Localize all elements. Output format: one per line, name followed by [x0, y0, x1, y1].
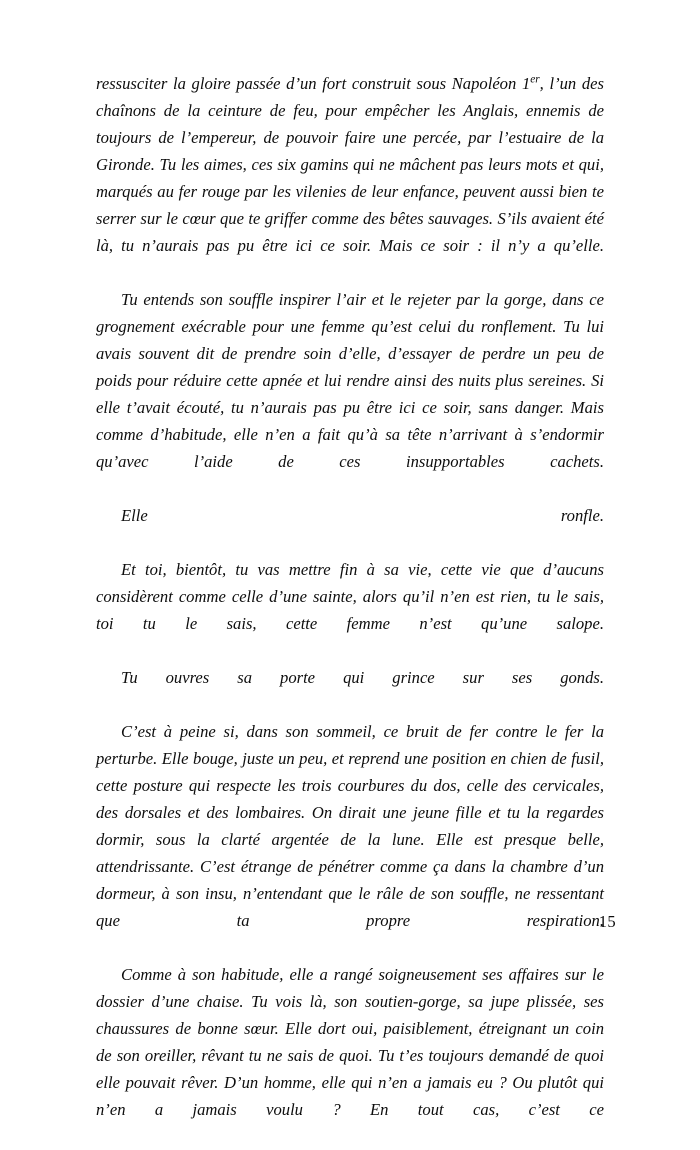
paragraph-1 [96, 70, 604, 286]
paragraph-7: Comme à son habitude, elle a rangé soigneusement ses affaires sur le dossier d’une chaise. Tu vois là, son soutien-gorge, sa jupe plissée, ses chaussures de bonne sœur. Elle dort oui, paisiblement, étreignant un coin de son oreiller, rêvant tu ne sais de quoi. Tu t’es toujours demandé de quoi elle pouvait rêver. D’un homme, elle qui n’en a jamais eu ? Ou plutôt qui n’en a jamais voulu ? En tout cas, c’est ce [96, 965, 604, 1119]
paragraph-3: Elle ronfle. [121, 506, 604, 525]
paragraph-5: Tu ouvres sa porte qui grince sur ses gonds. [121, 668, 604, 687]
paragraph-4: Et toi, bientôt, tu vas mettre fin à sa vie, cette vie que d’aucuns considèrent comme celle d’une sainte, alors qu’il n’en est rien, tu le sais, toi tu le sais, cette femme n’est qu’une salope. [96, 560, 604, 633]
paragraph-6: C’est à peine si, dans son sommeil, ce bruit de fer contre le fer la perturbe. Elle bouge, juste un peu, et reprend une position en chien de fusil, cette posture qui respecte les trois courbures du dos, celle des cervicales, des dorsales et des lombaires. On dirait une jeune fille et tu la regardes dormir, sous la clarté argentée de la lune. Elle est presque belle, attendrissante. C’est étrange de pénétrer comme ça dans la chambre d’un dormeur, à son insu, n’entendant que le râle de son souffle, ne ressentant que ta propre respiration. [96, 722, 604, 930]
paragraph-2: Tu entends son souffle inspirer l’air et le rejeter par la gorge, dans ce grognement exécrable pour une femme qu’est celui du ronflement. Tu lui avais souvent dit de prendre soin d’elle, d’essayer de perdre un peu de poids pour réduire cette apnée et lui rendre ainsi des nuits plus sereines. Si elle t’avait écouté, tu n’aurais pas pu être ici ce soir, sans danger. Mais comme d’habitude, elle n’en a fait qu’à sa tête n’arrivant à s’endormir qu’avec l’aide de ces insupportables cachets. [96, 290, 604, 471]
paragraph-1-text-part-2: , l’un des chaînons de la ceinture de feu, pour empêcher les Anglais, ennemis de toujours de l’empereur, de pouvoir faire une percée, par l’estuaire de la Gironde. Tu les aimes, ces six gamins qui ne mâchent pas leurs mots et qui, marqués au fer rouge par les vilenies de leur enfance, peuvent aussi bien te serrer sur le cœur que te griffer comme des bêtes sauvages. S’ils avaient été là, tu n’aurais pas pu être ici ce soir. Mais ce soir : il n’y a qu’elle. [96, 74, 604, 255]
ordinal-superscript: er [530, 73, 540, 86]
page-number: 15 [598, 912, 616, 931]
paragraph-1-text-part-1: ressusciter la gloire passée d’un fort construit sous Napoléon 1 [96, 74, 531, 93]
body-text-block [96, 70, 604, 1150]
